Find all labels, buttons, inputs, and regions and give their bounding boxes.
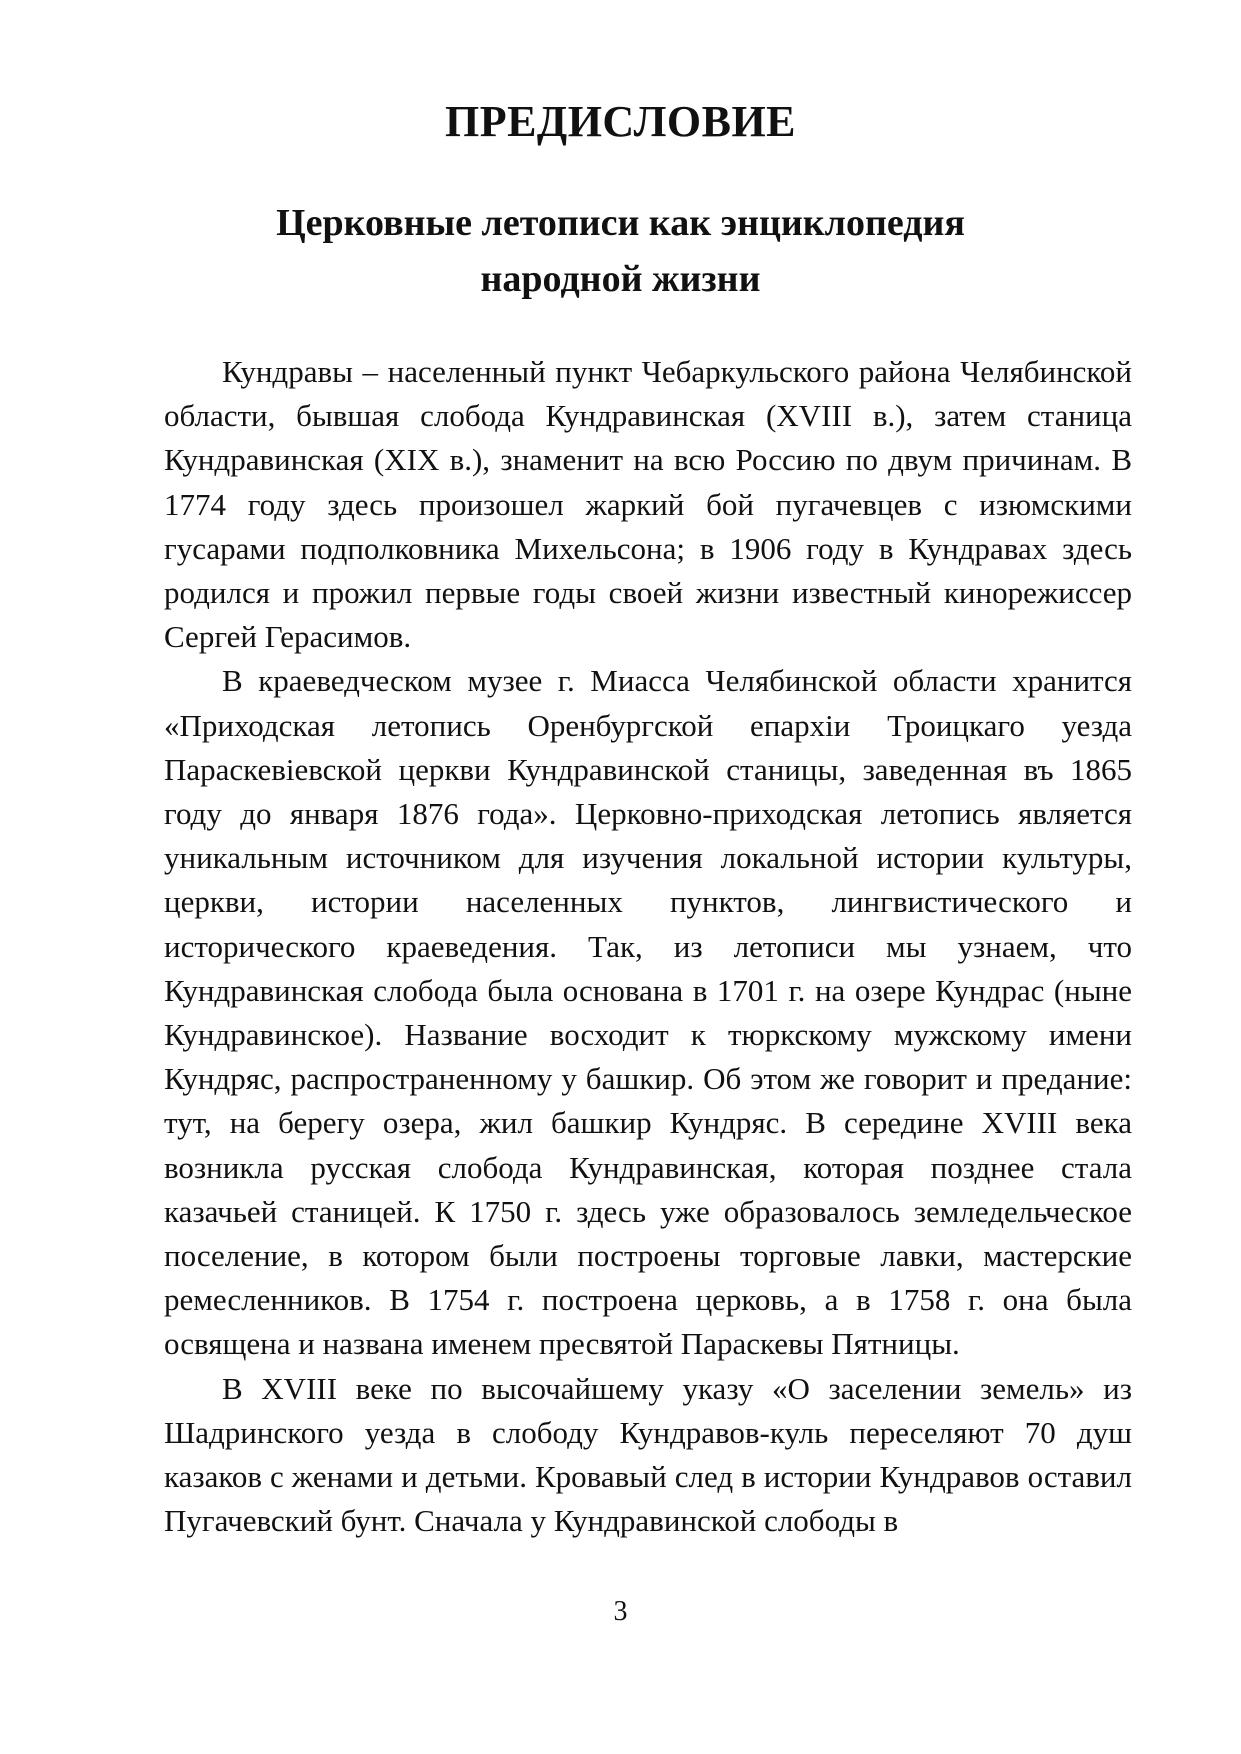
subtitle-line-2: народной жизни — [480, 258, 761, 300]
paragraph-2: В краеведческом музее г. Миасса Челябинской области хранится «Приходская летопись Оренбургской епархіи Троицкаго уезда Параскевіевской церкви Кундравинской станицы, заведенная въ 1865 году до января 1876 года». Церковно-приходская летопись является уникальным источником для изучения локальной истории культуры, церкви, истории населенных пунктов, лингвистического и исторического краеведения. Так, из летописи мы узнаем, что Кундравинская слобода была основана в 1701 г. на озере Кундрас (ныне Кундравинское). Название восходит к тюркскому мужскому имени Кундряс, распространенному у башкир. Об этом же говорит и предание: тут, на берегу озера, жил башкир Кундряс. В середине XVIII века возникла русская слобода Кундравинская, которая позднее стала казачьей станицей. К 1750 г. здесь уже образовалось земледельческое поселение, в котором были построены торговые лавки, мастерские ремесленников. В 1754 г. построена церковь, а в 1758 г. она была освящена и названа именем пресвятой Параскевы Пятницы. — [164, 663, 1132, 1362]
body-text — [164, 350, 1132, 1543]
paragraph-1: Кундравы – населенный пункт Чебаркульского района Челябинской области, бывшая слобода Кундравинская (XVIII в.), затем станица Кундравинская (XIX в.), знаменит на всю Россию по двум причинам. В 1774 году здесь произошел жаркий бой пугачевцев с изюмскими гусарами подполковника Михельсона; в 1906 году в Кундравах здесь родился и прожил первые годы своей жизни известный кинорежиссер Сергей Герасимов. — [164, 354, 1132, 655]
subtitle-line-1: Церковные летописи как энциклопедия — [276, 202, 965, 244]
page-title: ПРЕДИСЛОВИЕ — [444, 97, 797, 146]
chapter-subtitle — [0, 195, 1241, 307]
page-number: 3 — [613, 1596, 628, 1627]
paragraph-3: В XVIII веке по высочайшему указу «О заселении земель» из Шадринского уезда в слободу Кундравов-куль переселяют 70 душ казаков с женами и детьми. Кровавый след в истории Кундравов оставил Пугачевский бунт. Сначала у Кундравинской слободы в — [164, 1370, 1132, 1539]
